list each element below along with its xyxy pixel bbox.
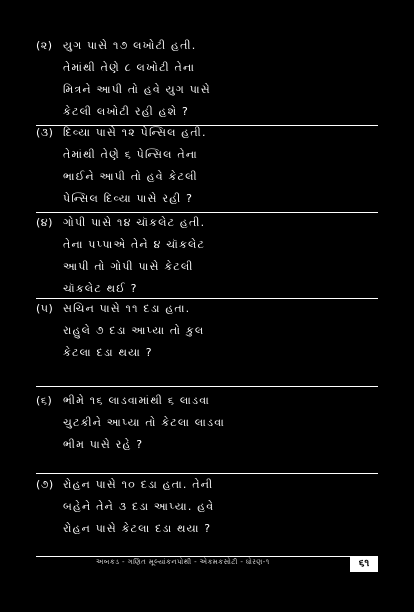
problem-line: રોહન પાસે કેટલા દડા થયા ?	[63, 522, 212, 535]
problem-line: ભીમે ૧૬ લાડવામાંથી ૬ લાડવા	[63, 394, 211, 407]
problem-number: (૩)	[36, 126, 54, 139]
problem-line: સચિન પાસે ૧૧ દડા હતા.	[63, 302, 191, 315]
problem-line: ગોપી પાસે ૧૪ ચૉકલેટ હતી.	[63, 216, 206, 229]
divider	[36, 386, 378, 387]
problem-line: ચૉકલેટ થઈ ?	[63, 282, 138, 295]
problem-number: (૭)	[36, 478, 54, 491]
problem-line: આપી તો ગોપી પાસે કેટલી	[63, 260, 194, 273]
problem-line: કેટલા દડા થયા ?	[63, 346, 153, 359]
problem-line: ચુટકીને આપ્યા તો કેટલા લાડવા	[63, 416, 225, 429]
problem-line: દિવ્યા પાસે ૧૨ પેન્સિલ હતી.	[63, 126, 207, 139]
problem-number: (૨)	[36, 39, 53, 52]
problem-line: મિત્રને આપી તો હવે યુગ પાસે	[63, 83, 211, 96]
problem-line: રાહુલે ૭ દડા આપ્યા તો કુલ	[63, 324, 205, 337]
problem-line: ભાઈને આપી તો હવે કેટલી	[63, 170, 198, 183]
problem-line: ભીમ પાસે રહે ?	[63, 438, 144, 451]
problem-number: (૬)	[36, 394, 53, 407]
problem-line: તેમાંથી તેણે ૬ પેન્સિલ તેના	[63, 148, 198, 161]
problem-line: તેના પપ્પાએ તેને ૪ ચૉકલેટ	[63, 238, 206, 251]
problem-line: પેન્સિલ દિવ્યા પાસે રહી ?	[63, 192, 194, 205]
problem-line: રોહન પાસે ૧૦ દડા હતા. તેની	[63, 478, 214, 491]
page-number: ૬૧	[350, 556, 378, 572]
problem-line: તેમાંથી તેણે ૮ લખોટી તેના	[63, 61, 196, 74]
footer-text: અબકડ - ગણિત મૂલ્યાંકનપોથી - એકમકસોટી - ધોરણ-૧	[96, 558, 270, 566]
problem-line: કેટલી લખોટી રહી હશે ?	[63, 105, 190, 118]
problem-line: યુગ પાસે ૧૭ લખોટી હતી.	[63, 39, 197, 52]
page-footer	[36, 556, 378, 574]
problem-number: (૪)	[36, 216, 53, 229]
problem-number: (૫)	[36, 302, 54, 315]
problem-line: બહેને તેને ૩ દડા આપ્યા. હવે	[63, 500, 215, 513]
